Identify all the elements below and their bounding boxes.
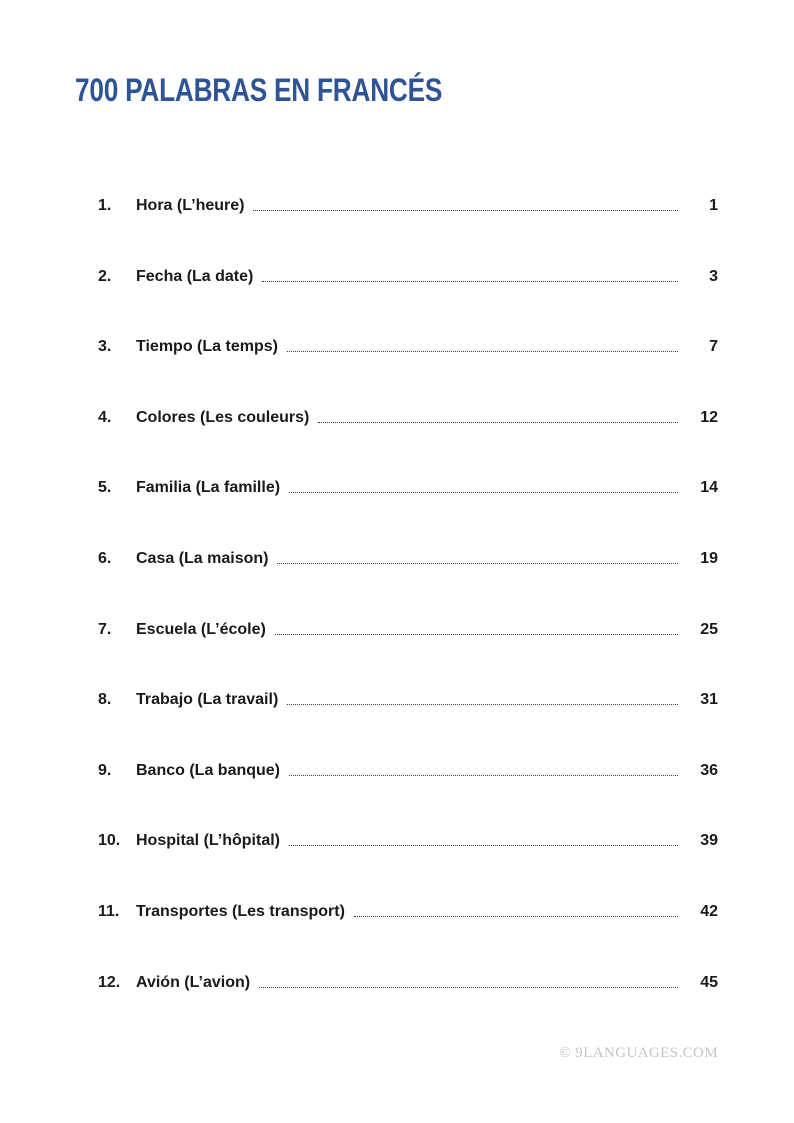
toc-entry-label: Fecha (La date) (136, 267, 254, 285)
toc-page-number: 19 (700, 549, 718, 567)
dot-leader (289, 492, 678, 493)
toc-row (98, 337, 718, 356)
toc-number: 5. (98, 479, 112, 497)
toc-number: 4. (98, 408, 112, 426)
dot-leader (277, 563, 678, 564)
toc-page-number: 45 (700, 973, 718, 991)
toc-page-number: 31 (700, 691, 718, 709)
toc-number: 12. (98, 973, 121, 991)
toc-entry-label: Casa (La maison) (136, 549, 269, 567)
dot-leader (318, 422, 678, 423)
toc-row (98, 690, 718, 709)
toc-row (98, 761, 718, 780)
toc-entry-label: Transportes (Les transport) (136, 902, 345, 920)
toc-page-number: 14 (700, 479, 718, 497)
toc-row (98, 831, 718, 850)
toc-page-number: 1 (709, 197, 718, 214)
toc-row (98, 196, 718, 215)
toc-entry-label: Hospital (L’hôpital) (136, 832, 280, 850)
toc-number: 2. (98, 267, 112, 285)
toc-number: 9. (98, 761, 112, 779)
toc-entry-label: Trabajo (La travail) (136, 691, 279, 709)
toc-number: 8. (98, 691, 112, 709)
toc-row (98, 408, 718, 427)
dot-leader (354, 916, 678, 917)
toc-number: 11. (98, 902, 120, 920)
toc-number: 7. (98, 620, 112, 638)
dot-leader (253, 210, 678, 211)
dot-leader (287, 351, 678, 352)
dot-leader (287, 704, 678, 705)
toc-row (98, 549, 718, 568)
toc-page-number: 25 (700, 620, 718, 638)
toc-row (98, 620, 718, 639)
toc-entry-label: Tiempo (La temps) (136, 338, 278, 356)
toc-row (98, 478, 718, 497)
toc-entry-label: Escuela (L’école) (136, 620, 266, 638)
toc-page-number: 36 (700, 761, 718, 779)
toc-page-number: 42 (700, 902, 718, 920)
dot-leader (262, 281, 678, 282)
toc-row (98, 973, 718, 992)
dot-leader (275, 634, 678, 635)
toc-page-number: 7 (709, 338, 718, 356)
toc-entry-label: Hora (L’heure) (136, 197, 245, 214)
toc-page-number: 12 (700, 408, 718, 426)
toc-entry-label: Colores (Les couleurs) (136, 408, 310, 426)
toc-page-number: 3 (709, 267, 718, 285)
toc-number: 1. (98, 197, 112, 214)
toc-entry-label: Familia (La famille) (136, 479, 281, 497)
toc-number: 6. (98, 549, 112, 567)
toc-row (98, 902, 718, 921)
toc-entry-label: Banco (La banque) (136, 761, 281, 779)
toc-number: 3. (98, 338, 112, 356)
page-title: 700 PALABRAS EN FRANCÉS (75, 72, 443, 108)
dot-leader (259, 987, 678, 988)
dot-leader (289, 845, 678, 846)
toc-entry-label: Avión (L’avion) (136, 973, 251, 991)
toc-row (98, 267, 718, 286)
footer-copyright: © 9LANGUAGES.COM (559, 1045, 718, 1061)
toc-number: 10. (98, 832, 121, 850)
toc-list (98, 196, 718, 1043)
toc-page-number: 39 (700, 832, 718, 850)
dot-leader (289, 775, 678, 776)
